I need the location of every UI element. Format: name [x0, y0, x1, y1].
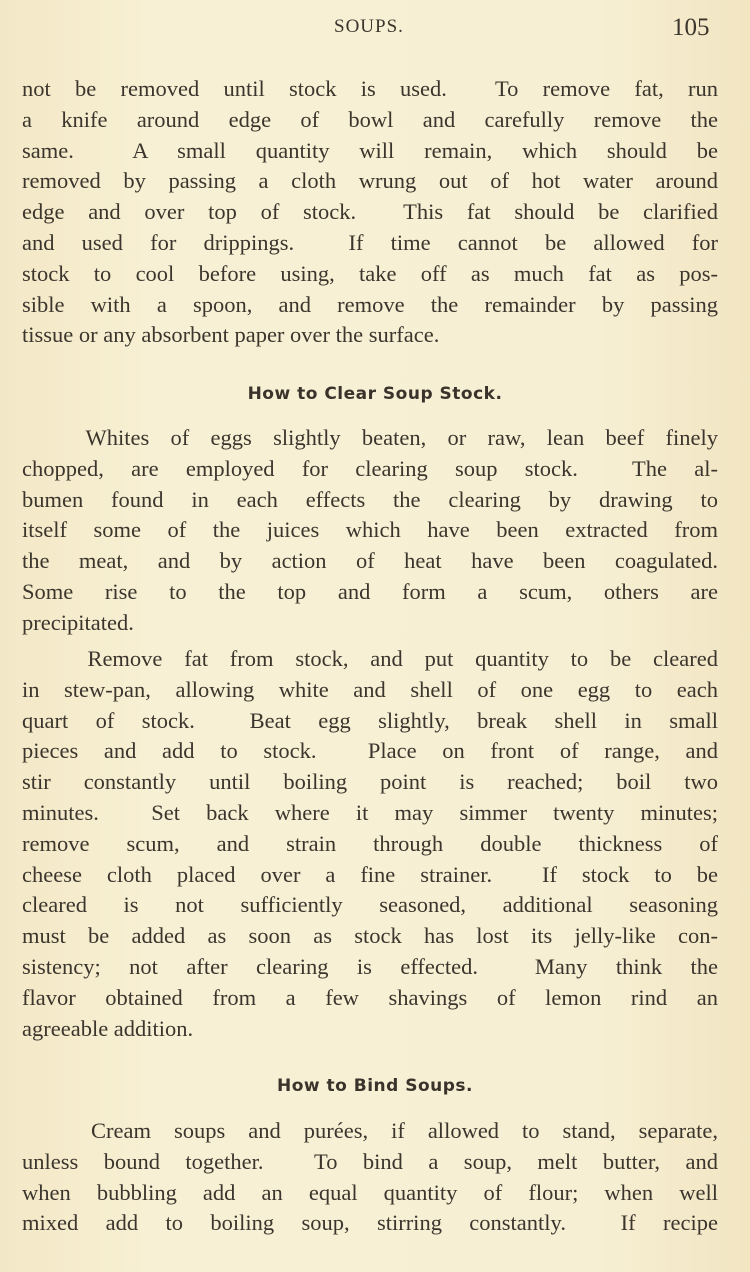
text-line: in stew-pan, allowing white and shell of one egg to each — [22, 676, 718, 702]
text-line: the meat, and by action of heat have been coagulated. — [22, 548, 718, 574]
running-head: SOUPS. — [334, 16, 404, 37]
text-line: Remove fat from stock, and put quantity to be cleared — [22, 646, 718, 671]
paragraph-clearing-agents — [22, 423, 718, 639]
text-line: unless bound together. To bind a soup, melt butter, and — [22, 1148, 718, 1174]
text-line: pieces and add to stock. Place on front of range, and — [22, 738, 718, 764]
text-line: edge and over top of stock. This fat should be clarified — [22, 199, 718, 225]
text-line: removed by passing a cloth wrung out of hot water around — [22, 168, 718, 194]
section-heading-bind-soups: How to Bind Soups. — [277, 1076, 473, 1096]
text-line: stir constantly until boiling point is reached; boil two — [22, 769, 718, 795]
text-line: remove scum, and strain through double thickness of — [22, 830, 718, 856]
text-line: not be removed until stock is used. To remove fat, run — [22, 76, 718, 101]
text-line: quart of stock. Beat egg slightly, break shell in small — [22, 707, 718, 733]
text-line: bumen found in each effects the clearing by drawing to — [22, 486, 718, 512]
text-line: tissue or any absorbent paper over the surface. — [22, 322, 440, 348]
text-line: a knife around edge of bowl and carefully remove the — [22, 106, 718, 132]
text-line: sible with a spoon, and remove the remainder by passing — [22, 291, 718, 317]
text-line: Some rise to the top and form a scum, others are — [22, 578, 718, 604]
text-line: mixed add to boiling soup, stirring constantly. If recipe — [22, 1210, 718, 1236]
text-line: cheese cloth placed over a fine strainer. If stock to be — [22, 861, 718, 887]
text-line: when bubbling add an equal quantity of flour; when well — [22, 1179, 718, 1205]
text-line: itself some of the juices which have been extracted from — [22, 517, 718, 543]
page-number: 105 — [672, 14, 710, 41]
section-heading-clear-soup-stock: How to Clear Soup Stock. — [247, 384, 503, 404]
text-line: minutes. Set back where it may simmer twenty minutes; — [22, 799, 718, 825]
text-line: must be added as soon as stock has lost its jelly-like con- — [22, 923, 718, 949]
paragraph-binding-soups — [22, 1116, 718, 1239]
text-line: sistency; not after clearing is effected. Many think the — [22, 953, 718, 979]
text-line: and used for drippings. If time cannot be allowed for — [22, 229, 718, 255]
text-line: precipitated. — [22, 609, 134, 635]
text-line: stock to cool before using, take off as much fat as pos- — [22, 260, 718, 286]
text-line: cleared is not sufficiently seasoned, additional seasoning — [22, 892, 718, 918]
text-line: same. A small quantity will remain, which should be — [22, 137, 718, 163]
paragraph-fat-removal — [22, 74, 718, 351]
text-line: Cream soups and purées, if allowed to stand, separate, — [22, 1118, 718, 1143]
text-line: Whites of eggs slightly beaten, or raw, lean beef finely — [22, 425, 718, 450]
text-line: agreeable addition. — [22, 1015, 194, 1041]
text-line: chopped, are employed for clearing soup stock. The al- — [22, 455, 718, 481]
text-line: flavor obtained from a few shavings of lemon rind an — [22, 984, 718, 1010]
paragraph-clearing-method — [22, 644, 718, 1044]
